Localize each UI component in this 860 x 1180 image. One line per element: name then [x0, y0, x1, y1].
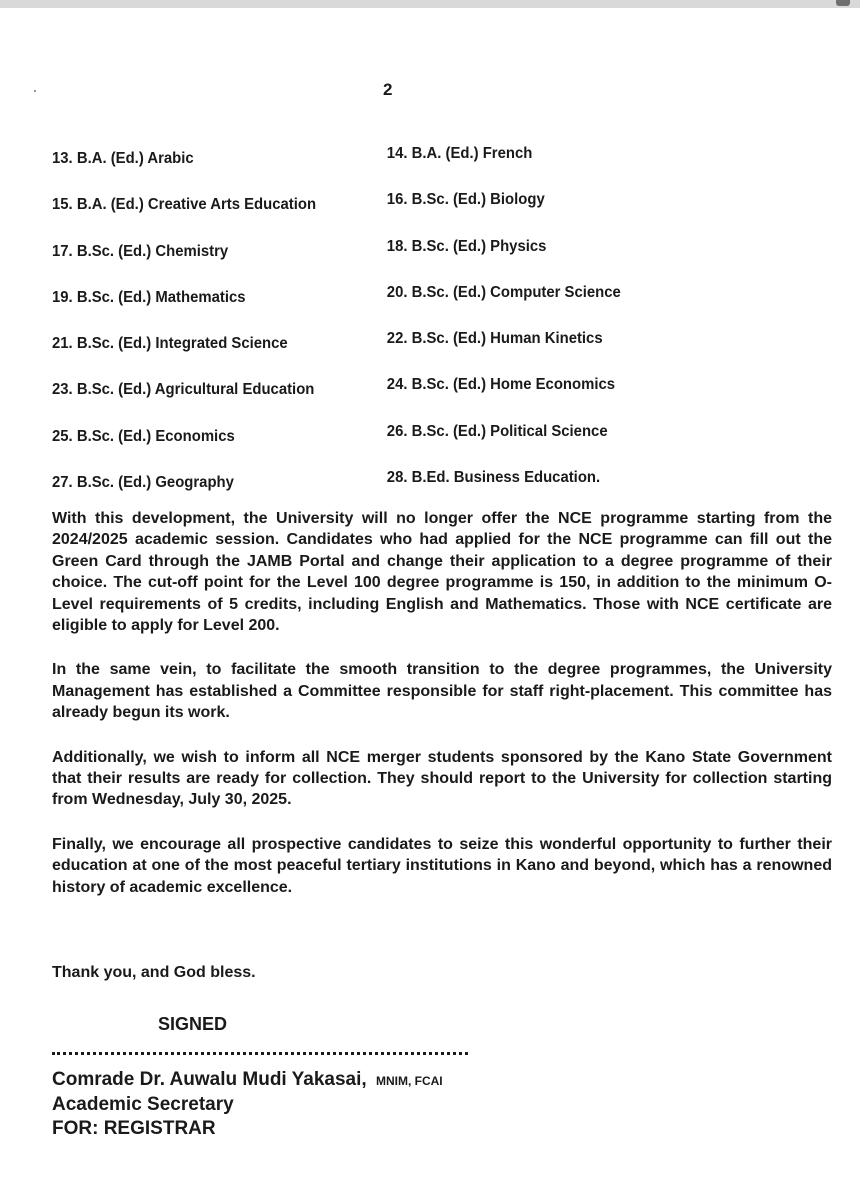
programme-item: 24. B.Sc. (Ed.) Home Economics	[386, 376, 616, 394]
programme-item: 14. B.A. (Ed.) French	[386, 145, 533, 162]
signatory-title: Academic Secretary	[52, 1094, 234, 1115]
programme-item: 19. B.Sc. (Ed.) Mathematics	[52, 288, 246, 306]
paragraph-results-collection: Additionally, we wish to inform all NCE merger students sponsored by the Kano State Government that their results are ready for collection. They should report to the University for collection starting from Wednesday, July 30, 2025.	[52, 748, 832, 809]
programme-item: 15. B.A. (Ed.) Creative Arts Education	[52, 196, 317, 214]
signatory-block	[52, 1068, 443, 1141]
signatory-for-line: FOR: REGISTRAR	[52, 1118, 216, 1139]
scan-corner-mark	[836, 0, 850, 6]
signature-dash-line	[52, 1052, 468, 1055]
programme-item: 18. B.Sc. (Ed.) Physics	[386, 237, 547, 255]
signatory-credentials: MNIM, FCAI	[375, 1074, 443, 1088]
closing-line: Thank you, and God bless.	[52, 964, 256, 981]
announcement-body	[52, 508, 832, 921]
paragraph-encouragement: Finally, we encourage all prospective candidates to seize this wonderful opportunity to further their education at one of the most peaceful tertiary institutions in Kano and beyond, which has a renowned history of academic excellence.	[52, 835, 832, 896]
paragraph-nce-discontinuation: With this development, the University will no longer offer the NCE programme starting from the 2024/2025 academic session. Candidates who had applied for the NCE programme can fill out the Green Card through the JAMB Portal and change their application to a degree programme of their choice. The cut-off point for the Level 100 degree programme is 150, in addition to the minimum O-Level requirements of 5 credits, including English and Mathematics. Those with NCE certificate are eligible to apply for Level 200.	[52, 510, 832, 635]
programme-item: 27. B.Sc. (Ed.) Geography	[52, 474, 234, 492]
programme-item: 20. B.Sc. (Ed.) Computer Science	[386, 283, 621, 301]
programme-item: 13. B.A. (Ed.) Arabic	[52, 150, 194, 167]
programme-item: 26. B.Sc. (Ed.) Political Science	[386, 422, 608, 440]
scan-top-band	[0, 0, 860, 8]
signed-label: SIGNED	[158, 1014, 228, 1034]
signatory-name-line	[52, 1068, 443, 1093]
programme-item: 28. B.Ed. Business Education.	[386, 469, 601, 487]
paragraph-transition-committee: In the same vein, to facilitate the smooth transition to the degree programmes, the University Management has established a Committee responsible for staff right-placement. This committee has already begun its work.	[52, 661, 832, 722]
programme-item: 17. B.Sc. (Ed.) Chemistry	[52, 242, 229, 260]
signatory-name: Comrade Dr. Auwalu Mudi Yakasai,	[52, 1069, 367, 1090]
programme-item: 16. B.Sc. (Ed.) Biology	[386, 191, 545, 209]
programme-item: 21. B.Sc. (Ed.) Integrated Science	[52, 335, 288, 353]
programme-item: 22. B.Sc. (Ed.) Human Kinetics	[386, 330, 603, 348]
programme-item: 25. B.Sc. (Ed.) Economics	[52, 427, 235, 445]
page-number: 2	[383, 80, 393, 99]
scan-speck	[34, 90, 36, 92]
programme-item: 23. B.Sc. (Ed.) Agricultural Education	[52, 381, 315, 399]
programme-list	[52, 141, 647, 511]
